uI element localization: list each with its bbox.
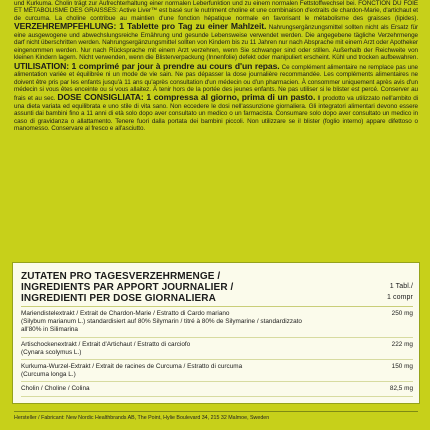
ingredient-name: Mariendistelextrakt / Extrait de Chardon-Marie / Estratto di Cardo mariano <box>21 310 230 317</box>
table-header-amount-tab: 1 Tabl./ <box>389 283 413 290</box>
table-row <box>21 337 413 359</box>
description-text <box>14 0 418 246</box>
table-row <box>21 307 413 338</box>
table-header-amount-compr: 1 compr <box>387 294 413 301</box>
de-usage-body: Nahrungsergänzungsmittel sollten nicht als Ersatz für eine ausgewogene und abwechslungsreiche Ernährung und gesunde Lebensweise verwendet werden. Die angegebene tägliche Verzehrmenge darf nicht überschritten werden. Nahrungsergänzungsmittel sollten von Kindern bis zu 11 Jahren nur nach Absprache mit einem Arzt oder Apotheker eingenommen werden. Nur nach Rücksprache mit einem Arzt verzehren, wenn Sie schwanger sind oder stillen. Außerhalb der Reichweite von kleinen Kindern lagern. Nicht verwenden, wenn die Blisterverpackung (Innenfolie) defekt oder manipuliert erscheint. Kühl und trocken aufbewahren. <box>14 24 418 62</box>
table-row <box>21 360 413 382</box>
ingredient-sub: (Cynara scolymus L.) <box>21 348 82 356</box>
table-header-de: ZUTATEN PRO TAGESVERZEHRMENGE / <box>21 271 221 282</box>
intro-text: und Kurkuma. Cholin trägt zur Aufrechterhaltung einer normalen Leberfunktion und zu einem normalen Fettstoffwechsel bei. FONCTION DU FOIE ET MÉTABOLISME DES GRAISSES: Active Liver™ est basé sur le nutriment choline et une combinaison d'extraits de chardon-Marie, d'artichaut et de curcuma. La choline contribue au maintien d'une fonction hépatique normale en favorisant le métabolisme des graisses (lipides). <box>14 0 418 22</box>
ingredient-amount: 222 mg <box>320 337 413 359</box>
de-usage-heading: VERZEHREMPFEHLUNG: 1 Tablette pro Tag zu einer Mahlzeit. <box>14 21 267 32</box>
ingredient-name: Cholin / Choline / Colina <box>21 385 90 393</box>
fr-usage-heading: UTILISATION: 1 comprimé par jour à prendre au cours d'un repas. <box>14 60 280 71</box>
table-row <box>21 382 413 396</box>
it-usage-body: Il prodotto va utilizzato nell'ambito di una dieta variata ed equilibrata e uno stile di vita sano. Non eccedere le dosi nell'assunzione giornaliera. Gli integratori alimentari devono essere assunti dai bambini fino a 11 anni di età solo dopo aver consultato un medico o un farmacista. Consumare solo dopo aver consultato un medico in caso di gravidanza o allattamento. Tenere fuori dalla portata dei bambini piccoli. Non utilizzare se il blister (foglio interno) appare difettoso o manomesso. Conservare al fresco e all'asciutto. <box>14 95 418 133</box>
ingredient-name: Artischockenextrakt / Extrait d'Artichaut / Estratto di carciofo <box>21 340 191 348</box>
ingredient-amount: 250 mg <box>320 307 413 338</box>
ingredient-sub: (Curcuma longa L.) <box>21 371 76 379</box>
ingredient-sub: (Silybum marianum L.) standardisiert auf 80% Silymarin / titré à 80% de Silymarine / standardizzato all'80% in Silimarina <box>21 318 302 334</box>
ingredient-name: Kurkuma-Wurzel-Extrakt / Extrait de racines de Curcuma / Estratto di curcuma <box>21 363 243 371</box>
fr-usage-body: Ce complément alimentaire ne remplace pas une alimentation variée et équilibrée ni un mode de vie sain. Ne pas dépasser la dose journalière recommandée. Les compléments alimentaires ne doivent être pris par les enfants jusqu'à 11 ans qu'après consultation d'un médecin ou d'un pharmacien. À consommer uniquement après avis d'un médecin si vous êtes enceinte ou si vous allaitez. À tenir hors de la portée des jeunes enfants. Ne pas utiliser si le blister est percé. Conserver au frais et au sec. <box>14 63 418 103</box>
ingredients-panel <box>12 262 420 404</box>
table-header-row <box>21 282 413 293</box>
it-usage-heading: DOSE CONSIGLIATA: 1 compressa al giorno, prima di un pasto. <box>57 92 316 103</box>
table-header-row <box>21 271 413 282</box>
manufacturer-footer: Hersteller / Fabricant: New Nordic Healthbrands AB, The Point, Hylie Boulevard 34, 215 32 Malmoe, Sweden <box>14 411 418 423</box>
ingredient-amount: 82,5 mg <box>320 382 413 396</box>
ingredients-table <box>21 271 413 397</box>
table-header-amount-empty <box>320 271 413 282</box>
table-header-row <box>21 293 413 304</box>
table-header-it: INGREDIENTI PER DOSE GIORNALIERA <box>21 293 216 304</box>
ingredient-amount: 150 mg <box>320 360 413 382</box>
table-header-fr: INGREDIENTS PAR APPORT JOURNALIER / <box>21 282 234 293</box>
